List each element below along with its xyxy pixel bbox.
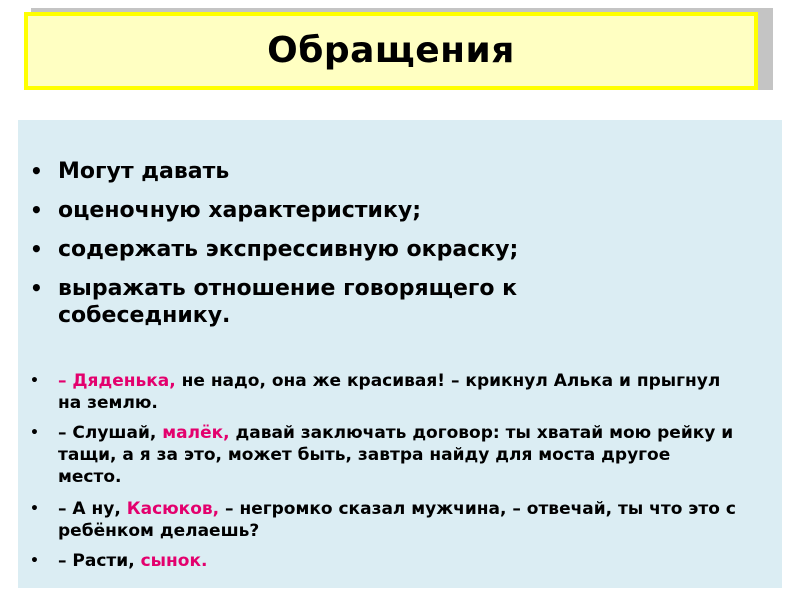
slide-title: Обращения (267, 30, 515, 71)
example-text (58, 498, 738, 542)
bullet-icon: • (30, 276, 43, 300)
example-rest: – негромко сказал мужчина, – отвечай, ты что это с ребёнком делаешь? (58, 499, 736, 541)
content-panel (18, 120, 782, 588)
bullet-icon: • (30, 553, 39, 569)
point-text: содержать экспрессивную окраску; (58, 237, 519, 262)
example-pre: – А ну, (58, 499, 127, 519)
bullet-icon: • (30, 501, 39, 517)
example-pre: – Слушай, (58, 423, 163, 443)
point-text: выражать отношение говорящего к собеседнику. (58, 276, 518, 328)
bullet-icon: • (30, 373, 39, 389)
example-rest: давай заключать договор: ты хватай мою рейку и тащи, а я за это, может быть, завтра найду для моста другое место. (58, 423, 734, 487)
address-highlight: сынок. (140, 551, 208, 571)
example-text (58, 422, 738, 488)
title-box (24, 12, 758, 90)
address-highlight: – Дяденька, (58, 371, 176, 391)
bullet-icon: • (30, 159, 43, 183)
example-text (58, 550, 738, 572)
address-highlight: малёк, (162, 423, 230, 443)
point-text: Могут давать (58, 159, 230, 184)
point-text: оценочную характеристику; (58, 198, 422, 223)
address-highlight: Касюков, (126, 499, 220, 519)
example-text (58, 370, 738, 414)
bullet-icon: • (30, 237, 43, 261)
bullet-icon: • (30, 425, 39, 441)
bullet-icon: • (30, 198, 43, 222)
example-rest: не надо, она же красивая! – крикнул Алька и прыгнул на землю. (58, 371, 721, 413)
example-pre: – Расти, (58, 551, 141, 571)
